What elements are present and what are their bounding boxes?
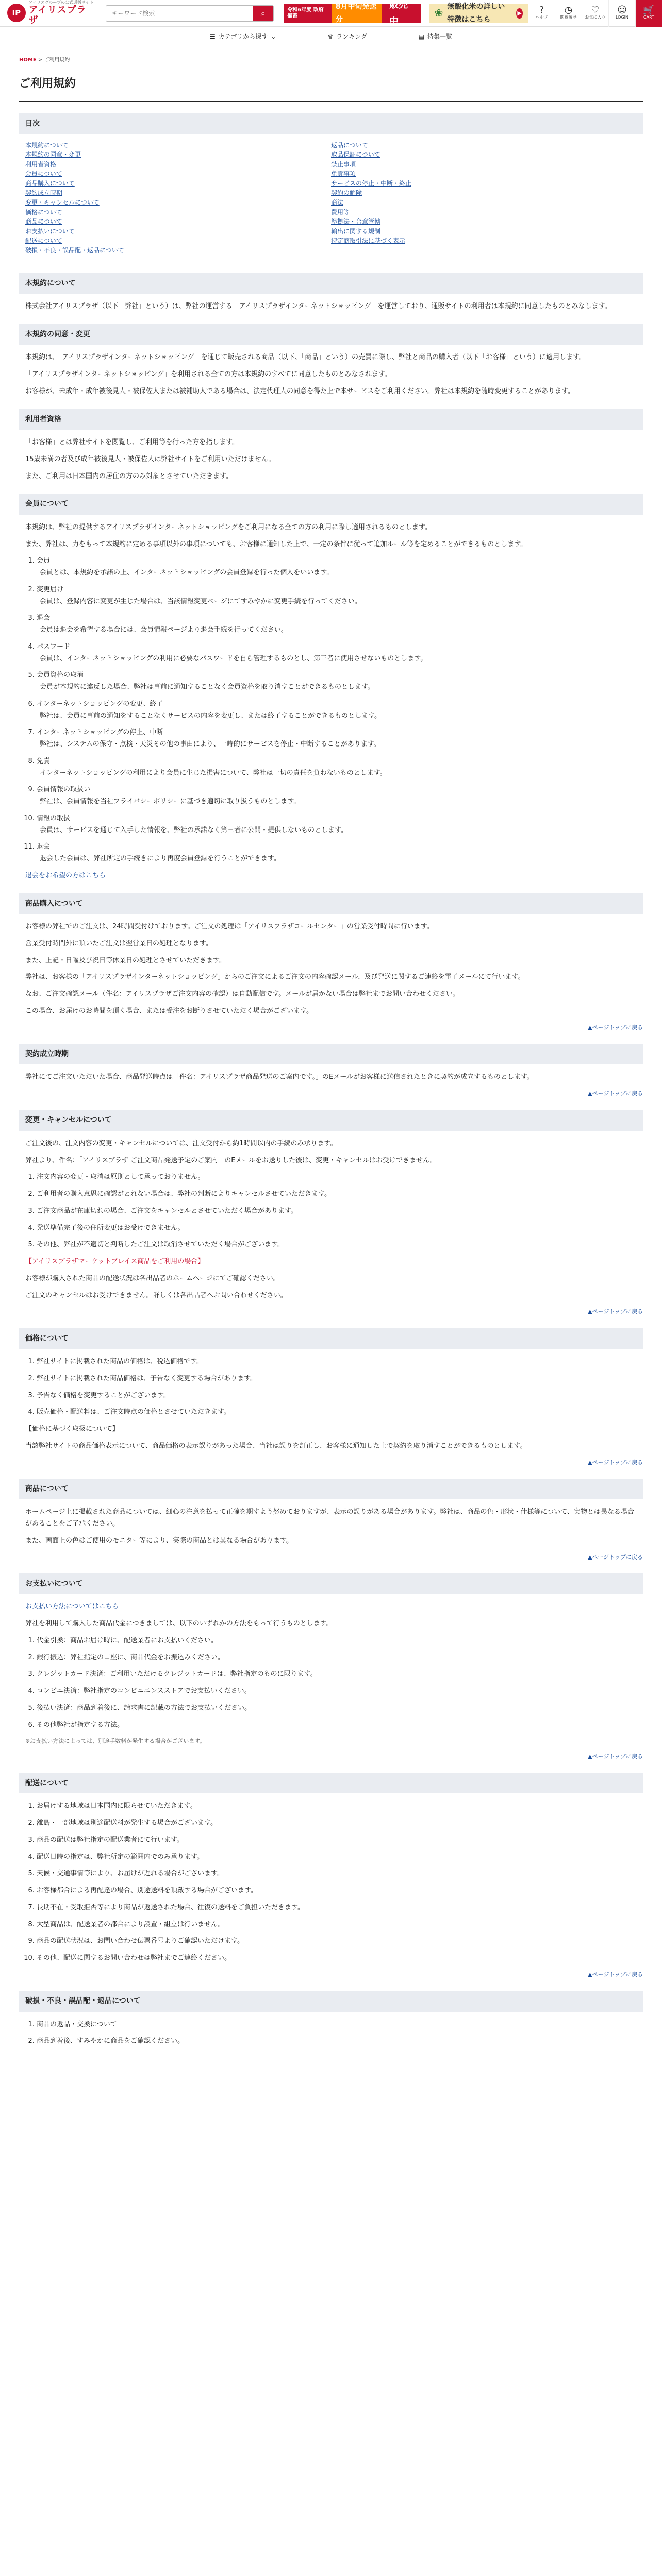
history-label: 閲覧履歴 [560,15,577,20]
delivery-item: 7. 長期不在・受取拒否等により商品が返送された場合、往復の送料をご負担いただきます。 [37,1902,637,1914]
toc-item[interactable] [25,198,331,208]
agree-paragraph: 本規約は、「アイリスプラザインターネットショッピング」を通じて販売される商品（以下、「商品」という）の売買に際し、弊社と商品の購入者（以下「お客様」という）に適用します。 [25,353,586,362]
toc-item-link[interactable]: 返品について [331,141,368,149]
eligible-paragraph: 「お客様」とは弊社サイトを閲覧し、ご利用等を行った方を指します。 [25,438,239,447]
section-delivery-heading: 配送について [19,1773,643,1794]
member-term-title: 4. パスワード [37,642,71,651]
eligible-paragraph: 15歳未満の者及び成年被後見人・被保佐人は弊社サイトをご利用いただけません。 [25,455,275,463]
price-item: 1. 弊社サイトに掲載された商品の価格は、税込価格です。 [37,1356,637,1368]
payment-paragraph: 弊社を利用して購入した商品代金につきましては、以下のいずれかの方法をもって行うものとします。 [25,1620,333,1628]
toc-item-link[interactable]: 利用者資格 [25,160,57,168]
section-about-heading: 本規約について [19,273,643,294]
chevron-down-icon: ⌄ [271,33,276,40]
eligible-paragraph: また、ご利用は日本国内の居住の方のみ対象とさせていただきます。 [25,472,233,480]
agree-paragraph: お客様が、未成年・成年被後見人・被保佐人または被補助人である場合は、法定代理人の同意を得た上で本サービスをご利用ください。弊社は本規約を随時変更することがあります。 [25,387,574,395]
specials-nav[interactable] [419,31,452,42]
toc-item-link[interactable]: 特定商取引法に基づく表示 [331,237,406,245]
history-button[interactable] [555,0,582,27]
toc-item[interactable] [25,227,331,236]
toc-item-link[interactable]: 価格について [25,208,62,216]
price-list [25,1356,637,1418]
banner-main: 販売中 [382,4,421,23]
page-title: ご利用規約 [19,65,643,103]
section-contract-heading: 契約成立時期 [19,1044,643,1065]
toc-item-link[interactable]: 本規約について [25,141,69,149]
toc-column-right [331,141,637,256]
section-price-heading: 価格について [19,1328,643,1349]
toc-item-link[interactable]: お支払いについて [25,227,75,235]
delivery-item: 9. 商品の配送状況は、お問い合わせ伝票番号よりご確認いただけます。 [37,1936,637,1947]
banner-date: 8月中旬発送分 [332,4,382,23]
delivery-item: 5. 天候・交通事情等により、お届けが遅れる場合がございます。 [37,1868,637,1880]
change-sub-paragraph: お客様が購入された商品の配送状況は各出品者のホームページにてご確認ください。 [25,1274,280,1282]
toc-item-link[interactable]: 取品保証について [331,151,380,159]
logo-name: アイリスプラザ [28,5,87,26]
site-header [0,0,662,27]
payment-item: 1. 代金引換：商品お届け時に、配送業者にお支払いください。 [37,1635,637,1647]
toc-item-link[interactable]: 破損・不良・誤品配・返品について [25,247,124,255]
payment-list [25,1635,637,1732]
change-item: 1. 注文内容の変更・取消は原則として承っておりません。 [37,1172,637,1183]
purchase-paragraph: なお、ご注文確認メール（件名：アイリスプラザご注文内容の確認）は自動配信です。メールが届かない場合は弊社までお問い合わせください。 [25,990,460,998]
help-icon: ? [539,5,544,16]
purchase-paragraph: 営業受付時間外に頂いたご注文は翌営業日の処理となります。 [25,939,212,947]
logo-tagline: アイリスグループの公式通販サイト [28,0,94,5]
pagetop-link[interactable]: ▲ページトップに戻る [588,1553,643,1561]
change-subtitle: 【アイリスプラザマーケットプレイス商品をご利用の場合】 [25,1258,205,1266]
section-member-heading: 会員について [19,494,643,515]
price-item: 3. 予告なく価格を変更することがございます。 [37,1390,637,1402]
member-term-item [37,813,637,837]
toc-item[interactable] [25,236,331,246]
member-term-item [37,784,637,808]
section-change-heading: 変更・キャンセルについて [19,1110,643,1131]
change-item: 2. ご利用者の購入意思に確認がとれない場合は、弊社の判断によりキャンセルさせていただきます。 [37,1189,637,1200]
search-button[interactable] [253,6,273,21]
delivery-item: 2. 離島・一部地域は別途配送料が発生する場合がございます。 [37,1818,637,1829]
login-button[interactable] [608,0,635,27]
toc-item-link[interactable]: 商法 [331,199,344,207]
breadcrumb-home[interactable]: HOME [19,57,37,63]
member-term-item [37,613,637,636]
toc-item[interactable] [331,217,637,227]
toc-item-link[interactable]: 商品購入について [25,179,75,187]
sub-navigation [0,27,662,47]
section-agree-heading: 本規約の同意・変更 [19,324,643,345]
section-damage-heading: 破損・不良・誤品配・返品について [19,1991,643,2012]
logo-mark-icon: IP [7,4,26,22]
toc-item-link[interactable]: サービスの停止・中断・終止 [331,179,412,187]
promo-banner-rice[interactable] [284,0,421,27]
section-purchase-heading: 商品購入について [19,893,643,914]
damage-item: 2. 商品到着後、すみやかに商品をご確認ください。 [37,2036,637,2047]
damage-item: 1. 商品の返品・交換について [37,2019,637,2031]
pagetop-link[interactable]: ▲ページトップに戻る [588,1753,643,1760]
delivery-list [25,1801,637,1964]
delivery-item: 8. 大型商品は、配送業者の都合により設置・組立は行いません。 [37,1919,637,1931]
member-term-item [37,555,637,579]
change-list [25,1172,637,1251]
product-paragraph: ホームページ上に掲載された商品については、細心の注意を払って正確を期すよう努めておりますが、表示の誤りがある場合があります。弊社は、商品の色・形状・仕様等について、実物とは異なる場合があることをご了承ください。 [25,1508,634,1528]
member-term-desc: 弊社は、システムの保守・点検・天災その他の事由により、一時的にサービスを停止・中断することがあります。 [40,740,380,749]
toc-item-link[interactable]: 禁止事項 [331,160,356,168]
toc-item[interactable] [331,141,637,150]
member-term-desc: インターネットショッピングの利用により会員に生じた損害について、弊社は一切の責任を負わないものとします。 [40,769,387,777]
banner-label: 令和6年度 政府備蓄 [284,4,332,23]
toc-item[interactable] [331,169,637,179]
section-eligible-heading: 利用者資格 [19,409,643,430]
member-term-title: 10. 情報の取扱 [37,814,71,822]
cart-label: CART [643,15,654,20]
agree-paragraph: 「アイリスプラザインターネットショッピング」を利用される全ての方は本規約のすべてに同意したものとみなされます。 [25,370,391,379]
delivery-item: 3. 商品の配送は弊社指定の配送業者にて行います。 [37,1835,637,1846]
member-term-title: 7. インターネットショッピングの停止、中断 [37,728,163,737]
toc-item[interactable] [25,141,331,150]
toc-item[interactable] [331,150,637,160]
change-paragraph: ご注文後の、注文内容の変更・キャンセルについては、注文受付から約1時間以内の手続のみ承ります。 [25,1139,337,1147]
toc-item-link[interactable]: 免責事項 [331,170,356,178]
toc-item[interactable] [331,179,637,189]
toc-item-link[interactable]: 契約の解除 [331,189,362,197]
toc-item[interactable] [25,188,331,198]
toc-item[interactable] [331,227,637,236]
toc-item[interactable] [331,208,637,217]
price-item: 2. 弊社サイトに掲載された商品価格は、予告なく変更する場合があります。 [37,1373,637,1385]
member-term-desc: 弊社は、会員に事前の通知をすることなくサービスの内容を変更し、または終了することができるものとします。 [40,711,381,720]
header-icon-menu [528,0,662,27]
member-term-item [37,699,637,722]
crown-icon: ♛ [327,33,334,40]
toc-heading: 目次 [19,113,643,134]
member-term-desc: 会員は、サービスを通じて入手した情報を、弊社の承諾なく第三者に公開・提供しないものとします。 [40,826,347,834]
price-item: 4. 販売価格・配送料は、ご注文時点の価格とさせていただきます。 [37,1406,637,1418]
purchase-paragraph: また、上記・日曜及び祝日等休業日の処理とさせていただきます。 [25,956,226,964]
purchase-paragraph: この場合、お届けのお時間を頂く場合、または受注をお断りさせていただく場合がございます。 [25,1007,313,1015]
member-term-desc: 弊社は、会員情報を当社プライバシーポリシーに基づき適切に取り扱うものとします。 [40,798,301,806]
member-term-item [37,641,637,665]
site-logo[interactable] [7,1,95,25]
favorite-button[interactable] [582,0,608,27]
section-about-text: 株式会社アイリスプラザ（以下「弊社」という）は、弊社の運営する「アイリスプラザインターネットショッピング」を運営しており、通販サイトの利用者は本規約に同意したものとみなします。 [25,302,611,311]
toc-item[interactable] [25,208,331,217]
menu-icon: ☰ [209,33,216,40]
member-term-item [37,670,637,693]
category-nav[interactable] [210,31,276,42]
search-icon: ⌕ [260,8,266,18]
member-term-desc: 会員とは、本規約を承諾の上、インターネットショッピングの会員登録を行った個人をいいます。 [40,569,334,577]
price-sub-paragraph: 当該弊社サイトの商品価格表示について、商品価格の表示誤りがあった場合、当社は誤りを訂正し、お客様に通知した上で契約を取り消すことができるものとします。 [25,1442,527,1450]
change-item: 3. ご注文商品が在庫切れの場合、ご注文をキャンセルとさせていただく場合があります。 [37,1206,637,1217]
pagetop-link[interactable]: ▲ページトップに戻る [588,1971,643,1978]
payment-item: 4. コンビニ決済：弊社指定のコンビニエンスストアでお支払いください。 [37,1686,637,1698]
purchase-paragraph: お客様の弊社でのご注文は、24時間受付けております。ご注文の処理は「アイリスプラザコールセンター」の営業受付時間に行います。 [25,923,434,931]
pagetop-link[interactable]: ▲ページトップに戻る [588,1090,643,1097]
toc-item[interactable] [25,169,331,179]
toc-item[interactable] [331,198,637,208]
delivery-item: 1. お届けする地域は日本国内に限らせていただきます。 [37,1801,637,1812]
change-paragraph: 弊社より、件名：「アイリスプラザ ご注文商品発送予定のご案内」のEメールをお送りした後は、変更・キャンセルはお受けできません。 [25,1156,437,1164]
cart-button[interactable] [635,0,662,27]
member-term-item [37,584,637,608]
toc-item-link[interactable]: 費用等 [331,208,350,216]
help-button[interactable] [528,0,555,27]
specials-label: 特集一覧 [427,33,453,40]
login-label: LOGIN [615,15,628,20]
toc-item[interactable] [331,188,637,198]
price-subtitle: 【価格に基づく取扱について】 [25,1425,119,1433]
toc-item-link[interactable]: 商品について [25,218,62,226]
product-paragraph: また、画面上の色はご使用のモニター等により、実際の商品とは異なる場合があります。 [25,1536,293,1545]
cart-icon: 🛒 [643,5,655,16]
help-label: ヘルプ [535,15,548,20]
toc-item-link[interactable]: 契約成立時期 [25,189,63,197]
breadcrumb-separator: > [38,57,43,63]
section-payment-heading: お支払いについて [19,1573,643,1595]
change-sub-paragraph: ご注文のキャンセルはお受けできません。詳しくは各出品者へお問い合わせください。 [25,1291,287,1299]
ranking-nav[interactable] [327,31,367,42]
arrow-right-icon: ▶ [516,8,523,19]
member-term-desc: 会員は退会を希望する場合には、会員情報ページより退会手続を行ってください。 [40,626,288,634]
member-paragraph: また、弊社は、力をもって本規約に定める事項以外の事項についても、お客様に通知した上で、一定の条件に従って追加ルール等を定めることができるものとします。 [25,540,527,548]
change-item: 4. 発送準備完了後の住所変更はお受けできません。 [37,1223,637,1234]
payment-note: ※お支払い方法によっては、別途手数料が発生する場合がございます。 [25,1738,206,1745]
promo-banner-antioxidant-rice[interactable] [429,4,528,23]
payment-item: 2. 銀行振込：弊社指定の口座に、商品代金をお振込みください。 [37,1652,637,1664]
breadcrumb [19,47,643,65]
rice-icon: ❀ [434,7,443,19]
toc-item[interactable] [25,160,331,170]
member-term-title: 9. 会員情報の取扱い [37,786,91,794]
payment-item: 6. その他弊社が指定する方法。 [37,1720,637,1732]
member-term-desc: 会員が本規約に違反した場合、弊社は事前に通知することなく会員資格を取り消すことができるものとします。 [40,683,374,691]
pagetop-link[interactable]: ▲ページトップに戻る [588,1024,643,1031]
member-term-desc: 退会した会員は、弊社所定の手続きにより再度会員登録を行うことができます。 [40,855,280,863]
contract-paragraph: 弊社にてご注文いただいた場合、商品発送時点は「件名：アイリスプラザ商品発送のご案内です。」のEメールがお客様に送信されたときに契約が成立するものとします。 [25,1073,534,1081]
payment-item: 5. 後払い決済：商品到着後に、請求書に記載の方法でお支払いください。 [37,1703,637,1715]
toc-item-link[interactable]: 配送について [25,237,62,245]
member-term-title: 1. 会員 [37,557,51,565]
toc-item[interactable] [25,179,331,189]
toc-item-link[interactable]: 準拠法・合意管轄 [331,218,381,226]
member-term-desc: 会員は、インターネットショッピングの利用に必要なパスワードを自ら管理するものとし、第三者に使用させないものとします。 [40,654,427,663]
pagetop-link[interactable]: ▲ページトップに戻る [588,1308,643,1315]
table-of-contents [19,134,643,262]
member-term-title: 2. 変更届け [37,585,64,594]
toc-item-link[interactable]: 変更・キャンセルについて [25,199,100,207]
pagetop-link[interactable]: ▲ページトップに戻る [588,1459,643,1466]
toc-item-link[interactable]: 輸出に関する規制 [331,227,381,235]
toc-item-link[interactable]: 会員について [25,170,62,178]
favorite-label: お気に入り [585,15,606,20]
breadcrumb-current: ご利用規約 [44,57,70,63]
damage-list [25,2019,637,2048]
delivery-item: 6. お客様都合による再配達の場合、別途送料を頂戴する場合がございます。 [37,1885,637,1897]
member-terms-list [25,555,637,865]
toc-item[interactable] [331,160,637,170]
member-term-desc: 会員は、登録内容に変更が生じた場合は、当該情報変更ページにてすみやかに変更手続を行ってください。 [40,597,361,605]
banner2-text: 無酸化米の詳しい特徴はこちら [447,3,505,24]
member-term-title: 3. 退会 [37,614,51,622]
toc-item[interactable] [25,217,331,227]
book-icon: ▤ [418,33,425,40]
category-label: カテゴリから探す [218,33,268,40]
member-term-item [37,841,637,865]
withdraw-link[interactable]: 退会をお希望の方はこちら [25,871,106,879]
search-box [106,5,274,22]
delivery-item: 4. 配送日時の指定は、弊社所定の範囲内でのみ承ります。 [37,1852,637,1863]
member-term-title: 5. 会員資格の取消 [37,671,84,680]
payment-methods-link[interactable]: お支払い方法についてはこちら [25,1603,119,1611]
toc-item[interactable] [331,236,637,246]
payment-item: 3. クレジットカード決済：ご利用いただけるクレジットカードは、弊社指定のものに限ります。 [37,1669,637,1681]
member-term-title: 8. 免責 [37,757,51,765]
delivery-item: 10. その他、配送に関するお問い合わせは弊社までご連絡ください。 [37,1953,637,1964]
history-icon: ◷ [564,5,573,16]
toc-item[interactable] [25,150,331,160]
purchase-paragraph: 弊社は、お客様の「アイリスプラザインターネットショッピング」からのご注文によるご注文の内容確認メール、及び発送に関するご連絡を電子メールにて行います。 [25,973,525,981]
toc-item-link[interactable]: 本規約の同意・変更 [25,151,81,159]
toc-item[interactable] [25,246,331,256]
toc-column-left [25,141,331,256]
section-product-heading: 商品について [19,1479,643,1500]
user-icon: ☺ [617,5,627,16]
member-paragraph: 本規約は、弊社の提供するアイリスプラザインターネットショッピングをご利用になる全ての方の利用に際し適用されるものとします。 [25,523,432,531]
ranking-label: ランキング [336,33,367,40]
search-input[interactable] [111,10,253,17]
member-term-title: 11. 退会 [37,843,51,851]
member-term-item [37,756,637,779]
change-item: 5. その他、弊社が不適切と判断したご注文は取消させていただく場合がございます。 [37,1239,637,1251]
member-term-title: 6. インターネットショッピングの変更、終了 [37,700,163,708]
member-term-item [37,727,637,751]
heart-icon: ♡ [591,5,600,16]
